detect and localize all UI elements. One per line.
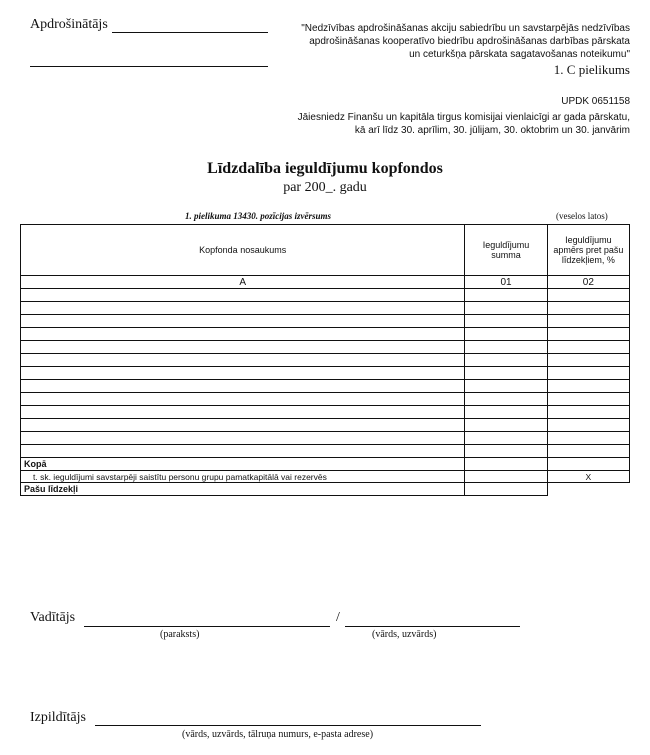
table-cell[interactable] — [21, 419, 465, 432]
submission-note-line-2: kā arī līdz 30. aprīlim, 30. jūlijam, 30. oktobrim un 30. janvārim — [354, 125, 630, 136]
table-cell[interactable] — [547, 302, 629, 315]
table-cell[interactable] — [547, 419, 629, 432]
header-investment-ratio: Ieguldījumu apmērs pret pašu līdzekļiem, % — [547, 225, 629, 276]
equity-label: Pašu līdzekļi — [21, 483, 465, 496]
executor-label: Izpildītājs — [30, 710, 86, 725]
executor-caption: (vārds, uzvārds, tālruņa numurs, e-pasta adrese) — [182, 729, 374, 740]
equity-amount-cell[interactable] — [465, 483, 547, 496]
table-row — [21, 328, 630, 341]
regulation-note — [300, 22, 630, 76]
regulation-note-line-1: "Nedzīvības apdrošināšanas akciju sabiedrību un savstarpējās nedzīvības — [301, 23, 630, 34]
table-row — [21, 406, 630, 419]
executor-line[interactable] — [95, 725, 481, 726]
table-cell[interactable] — [465, 367, 547, 380]
manager-signature-line[interactable] — [84, 626, 330, 627]
regulation-note-line-3: un ceturkšņa pārskata sagatavošanas noteikumu" — [409, 49, 630, 60]
insurer-name-line-2[interactable] — [30, 66, 268, 67]
table-cell[interactable] — [21, 367, 465, 380]
table-cell[interactable] — [21, 341, 465, 354]
header-investment-amount: Ieguldījumu summa — [465, 225, 547, 276]
manager-name-line[interactable] — [345, 626, 520, 627]
table-cell[interactable] — [547, 445, 629, 458]
table-row — [21, 445, 630, 458]
table-cell[interactable] — [547, 354, 629, 367]
header-fund-name: Kopfonda nosaukums — [21, 225, 465, 276]
signature-caption: (paraksts) — [160, 629, 200, 640]
submission-block — [270, 95, 630, 137]
equity-blank-cell — [547, 483, 629, 496]
table-cell[interactable] — [465, 406, 547, 419]
table-cell[interactable] — [21, 380, 465, 393]
insurer-name-line[interactable] — [112, 32, 268, 33]
column-code-01: 01 — [465, 276, 547, 289]
table-cell[interactable] — [21, 354, 465, 367]
regulation-note-line-2: apdrošināšanas kooperatīvo biedrību apdrošināšanas darbības pārskata — [309, 36, 630, 47]
column-codes-row — [21, 276, 630, 289]
table-cell[interactable] — [21, 328, 465, 341]
period-subtitle: par 200_. gadu — [283, 180, 367, 195]
fund-participation-table — [20, 224, 630, 496]
table-cell[interactable] — [465, 380, 547, 393]
column-code-02: 02 — [547, 276, 629, 289]
including-amount-cell[interactable] — [465, 471, 547, 483]
table-row — [21, 289, 630, 302]
table-cell[interactable] — [21, 315, 465, 328]
total-label: Kopā — [21, 458, 465, 471]
table-row — [21, 432, 630, 445]
table-cell[interactable] — [547, 289, 629, 302]
table-cell[interactable] — [21, 289, 465, 302]
total-row — [21, 458, 630, 471]
table-cell[interactable] — [465, 341, 547, 354]
table-row — [21, 419, 630, 432]
table-cell[interactable] — [21, 393, 465, 406]
units-note: (veselos latos) — [556, 211, 608, 221]
table-cell[interactable] — [465, 432, 547, 445]
table-cell[interactable] — [21, 302, 465, 315]
table-cell[interactable] — [465, 445, 547, 458]
table-cell[interactable] — [547, 367, 629, 380]
table-cell[interactable] — [21, 445, 465, 458]
table-row — [21, 315, 630, 328]
table-cell[interactable] — [547, 341, 629, 354]
table-cell[interactable] — [547, 393, 629, 406]
total-amount-cell[interactable] — [465, 458, 547, 471]
table-row — [21, 341, 630, 354]
column-code-a: A — [21, 276, 465, 289]
insurer-label: Apdrošinātājs — [30, 17, 108, 32]
form-code: UPDK 0651158 — [561, 96, 630, 107]
equity-row — [21, 483, 630, 496]
signature-separator: / — [336, 610, 340, 625]
name-caption: (vārds, uzvārds) — [372, 629, 437, 640]
table-cell[interactable] — [465, 328, 547, 341]
manager-label: Vadītājs — [30, 610, 76, 625]
table-row — [21, 354, 630, 367]
table-cell[interactable] — [21, 406, 465, 419]
submission-note-line-1: Jāiesniedz Finanšu un kapitāla tirgus komisijai vienlaicīgi ar gada pārskatu, — [297, 112, 630, 123]
table-cell[interactable] — [465, 302, 547, 315]
table-cell[interactable] — [21, 432, 465, 445]
position-note: 1. pielikuma 13430. pozīcijas izvērsums — [185, 211, 332, 221]
table-cell[interactable] — [465, 289, 547, 302]
table-cell[interactable] — [465, 354, 547, 367]
table-row — [21, 380, 630, 393]
including-label: t. sk. ieguldījumi savstarpēji saistītu personu grupu pamatkapitālā vai rezervēs — [21, 471, 465, 483]
table-cell[interactable] — [465, 419, 547, 432]
table-cell[interactable] — [465, 315, 547, 328]
table-header-row — [21, 225, 630, 276]
table-row — [21, 393, 630, 406]
total-ratio-cell[interactable] — [547, 458, 629, 471]
table-cell[interactable] — [547, 432, 629, 445]
appendix-label: 1. C pielikums — [553, 62, 630, 77]
table-row — [21, 302, 630, 315]
including-row — [21, 471, 630, 483]
table-cell[interactable] — [547, 328, 629, 341]
table-cell[interactable] — [547, 380, 629, 393]
table-row — [21, 367, 630, 380]
page-title: Līdzdalība ieguldījumu kopfondos — [207, 160, 443, 177]
not-applicable-mark: X — [547, 471, 629, 483]
table-cell[interactable] — [547, 406, 629, 419]
table-cell[interactable] — [547, 315, 629, 328]
table-cell[interactable] — [465, 393, 547, 406]
